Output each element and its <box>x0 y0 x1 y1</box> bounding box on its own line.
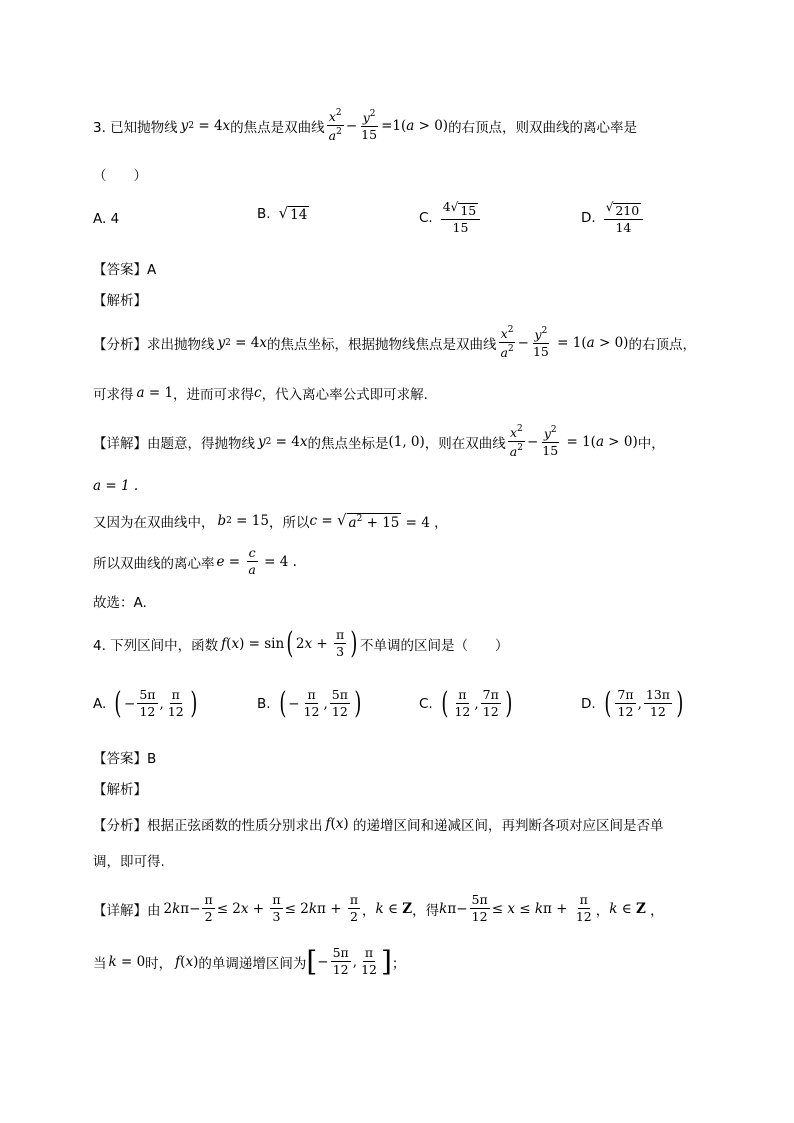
q4-option-d-label: D. <box>581 695 596 712</box>
q3-fenxi-line2: 可求得 a = 1 ，进而可求得 c ，代入离心率公式即可求解. <box>93 385 428 403</box>
q3-xiangjie-a: 【详解】由题意，得抛物线 <box>93 435 255 452</box>
q3-line-c-a: 所以双曲线的离心率 <box>93 555 215 572</box>
q3-stem-c: 的右顶点，则双曲线的离心率是 <box>448 119 638 136</box>
q3-line-b: 又因为在双曲线中， b 2 = 15 ，所以 c = √ $a^2 + 15$ = 4 ， <box>93 511 448 531</box>
q3-stem-b: 的焦点是双曲线 <box>230 119 325 136</box>
q3-fenxi-c: 的右顶点， <box>628 336 696 353</box>
q4-dang-line: 当 k = 0 时， f ( x ) 的单调递增区间为 [ − $\frac{5\pi}{12}$ , $\frac{\pi}{12}$ ] ； <box>93 944 406 978</box>
q4-option-b: B. ( − $\frac{\pi}{12}$ , $\frac{5\pi}{12}$ ) <box>257 685 362 721</box>
q3-fenxi-line1: 【分析】求出抛物线 y 2 = 4 x 的焦点坐标，根据抛物线焦点是双曲线 $\frac{x^2}{a^2}$ − $\frac{y^2}{15}$ = 1( a > 0) 的右顶点， <box>93 325 696 361</box>
q3-fenxi-2c: ，代入离心率公式即可求解. <box>261 387 428 403</box>
q3-option-c-label: C. <box>419 209 433 226</box>
q3-option-d: D. √ 210 14 <box>581 200 645 236</box>
q4-xiangjie-line: 【详解】由 2 k π− $\frac{\pi}{2}$ ≤ 2 x + $\frac{\pi}{3}$ ≤ 2 k π + $\frac{\pi}{2}$ ， k ∈ Z ，得 k π− $\frac{5\pi}{12}$ ≤ x ≤ k π + $\frac{\pi}{12}$ ， k ∈ Z ， <box>93 892 664 925</box>
q4-fenxi-1: 【分析】根据正弦函数的性质分别求出 <box>93 818 323 834</box>
q3-jiexi: 【解析】 <box>93 293 147 309</box>
q3-line-c: 所以双曲线的离心率 e = $\frac{c}{a}$ = 4 . <box>93 545 297 578</box>
q3-fenxi-2b: ，进而可求得 <box>173 387 255 403</box>
q4-xiangjie-a: 【详解】由 <box>93 902 161 919</box>
q3-line-b-b: ，所以 <box>268 515 310 531</box>
q3-xiangjie-line1: 【详解】由题意，得抛物线 y 2 = 4 x 的焦点坐标是 (1, 0) ，则在双曲线 $\frac{x^2}{a^2}$ − $\frac{y^2}{15}$ = 1( a > 0) 中， <box>93 424 665 460</box>
q3-xiangjie-d: 中， <box>637 435 665 452</box>
q3-line-a1: a = 1 . <box>93 478 139 494</box>
q4-fenxi-line1: 【分析】根据正弦函数的性质分别求出 f ( x ) 的递增区间和递减区间，再判断各项对应区间是否单 <box>93 816 664 834</box>
q4-option-a: A. ( − $\frac{5\pi}{12}$ , $\frac{\pi}{12}$ ) <box>93 685 198 721</box>
q4-dang-b: 时， <box>145 955 173 972</box>
q4-dang-a: 当 <box>93 955 107 972</box>
q4-option-b-label: B. <box>257 695 271 712</box>
q4-option-d: D. ( $\frac{7\pi}{12}$ , $\frac{13\pi}{12}$ ) <box>581 685 684 721</box>
q4-dang-c: 的单调递增区间为 <box>198 955 307 972</box>
q3-xiangjie-b: 的焦点坐标是 <box>307 435 389 452</box>
q4-xiangjie-d: ， <box>595 902 610 919</box>
q4-option-c-label: C. <box>419 695 433 712</box>
q4-stem-b: 不单调的区间是（ ） <box>359 637 509 654</box>
q4-xiangjie-c: ，得 <box>412 902 440 919</box>
q3-fenxi-a: 【分析】求出抛物线 <box>93 336 215 353</box>
q4-fenxi-line2: 调，即可得. <box>93 854 165 870</box>
q3-line-b-a: 又因为在双曲线中， <box>93 515 215 531</box>
q3-option-d-label: D. <box>581 209 596 226</box>
q3-fenxi-2a: 可求得 <box>93 387 134 403</box>
q3-conclusion: 故选：A. <box>93 595 147 611</box>
q4-xiangjie-b: ， <box>362 902 376 919</box>
q3-option-a: A. 4 <box>93 211 120 227</box>
q4-answer: 【答案】B <box>93 751 157 767</box>
q4-stem-a: 4. 下列区间中，函数 <box>93 637 219 654</box>
q4-dang-d: ； <box>391 955 406 972</box>
q3-option-c: C. 4 √ 15 15 <box>419 200 482 236</box>
q3-stem: 3. 已知抛物线 y 2 = 4 x 的焦点是双曲线 $\frac{x^2}{a^2}$ − $\frac{y^2}{15}$ =1 ( a > 0) 的右顶点，则双曲线的离心率是 <box>93 108 638 144</box>
q3-stem-a: 3. 已知抛物线 <box>93 119 178 136</box>
q3-answer: 【答案】A <box>93 262 157 278</box>
q4-option-c: C. ( $\frac{\pi}{12}$ , $\frac{7\pi}{12}$ ) <box>419 685 513 721</box>
q3-option-b: B. √ 14 <box>257 204 308 223</box>
q4-option-a-label: A. <box>93 695 107 712</box>
q3-xiangjie-c: ，则在双曲线 <box>424 435 506 452</box>
q3-fenxi-b: 的焦点坐标，根据抛物线焦点是双曲线 <box>266 336 497 353</box>
q4-stem: 4. 下列区间中，函数 f ( x ) = sin ( 2 x + $\frac{\pi}{3}$ ) 不单调的区间是（ ） <box>93 625 509 661</box>
q4-fenxi-1b: 的递增区间和递减区间，再判断各项对应区间是否单 <box>352 818 664 834</box>
q3-option-b-label: B. <box>257 205 271 222</box>
q4-jiexi: 【解析】 <box>93 782 147 798</box>
q3-blank: （ ） <box>93 168 147 184</box>
